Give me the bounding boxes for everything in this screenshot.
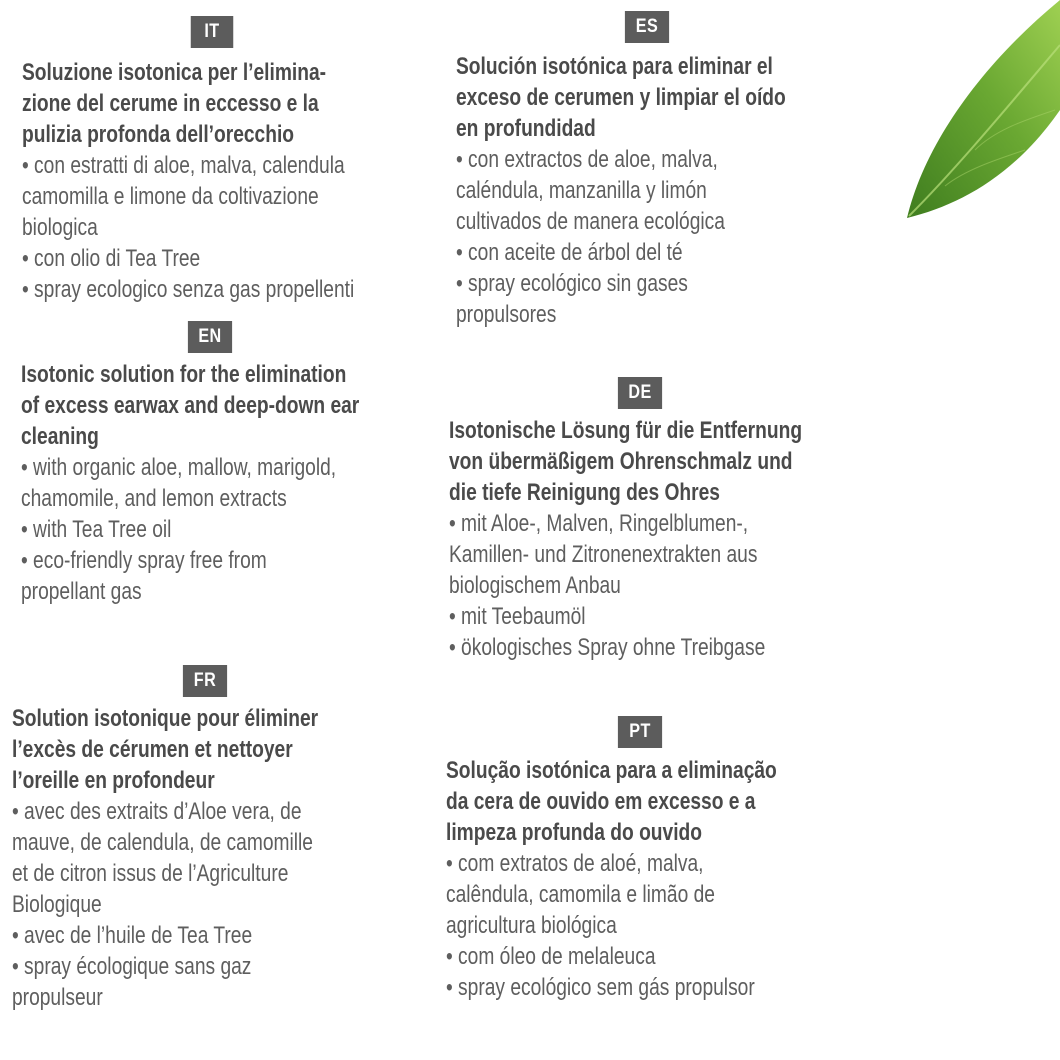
section-heading-pt: Solução isotónica para a eliminação da cera de ouvido em excesso e a limpeza profunda do ouvido bbox=[446, 757, 777, 846]
section-heading-fr: Solution isotonique pour éliminer l’excès de cérumen et nettoyer l’oreille en profondeur bbox=[12, 705, 319, 794]
bullet-item: • con extractos de aloe, malva, caléndula, manzanilla y limón cultivados de manera ecológica bbox=[456, 146, 725, 235]
bullet-item: • con estratti di aloe, malva, calendula camomilla e limone da coltivazione biologica bbox=[22, 152, 345, 241]
bullet-item: • eco-friendly spray free from propellant gas bbox=[21, 547, 267, 605]
bullet-item: • spray ecologico senza gas propellenti bbox=[22, 276, 355, 303]
section-heading-en: Isotonic solution for the elimination of excess earwax and deep-down ear cleaning bbox=[21, 361, 360, 450]
bullet-item: • spray écologique sans gaz propulseur bbox=[12, 953, 252, 1011]
section-heading-it: Soluzione isotonica per l’elimina- zione del cerume in eccesso e la pulizia profonda dell’orecchio bbox=[22, 59, 327, 148]
language-badge-en: EN bbox=[188, 321, 232, 353]
bullet-item: • com óleo de melaleuca bbox=[446, 943, 656, 970]
bullet-item: • spray ecológico sem gás propulsor bbox=[446, 974, 755, 1001]
bullet-item: • ökologisches Spray ohne Treibgase bbox=[449, 634, 766, 661]
language-badge-pt: PT bbox=[618, 716, 662, 748]
bullet-item: • mit Teebaumöl bbox=[449, 603, 586, 630]
bullet-item: • con olio di Tea Tree bbox=[22, 245, 201, 272]
bullet-item: • with Tea Tree oil bbox=[21, 516, 172, 543]
bullet-item: • com extratos de aloé, malva, calêndula, camomila e limão de agricultura biológica bbox=[446, 850, 715, 939]
language-badge-de: DE bbox=[618, 377, 662, 409]
language-badge-it: IT bbox=[191, 16, 234, 48]
bullet-item: • avec de l’huile de Tea Tree bbox=[12, 922, 253, 949]
language-badge-fr: FR bbox=[183, 665, 227, 697]
bullet-item: • spray ecológico sin gases propulsores bbox=[456, 270, 688, 328]
section-heading-de: Isotonische Lösung für die Entfernung von übermäßigem Ohrenschmalz und die tiefe Reinigung des Ohres bbox=[449, 417, 803, 506]
leaf-icon bbox=[905, 0, 1060, 222]
bullet-item: • mit Aloe-, Malven, Ringelblumen-, Kamillen- und Zitronenextrakten aus biologischem Anbau bbox=[449, 510, 758, 599]
language-badge-es: ES bbox=[625, 11, 669, 43]
section-heading-es: Solución isotónica para eliminar el exceso de cerumen y limpiar el oído en profundidad bbox=[456, 53, 786, 142]
bullet-item: • avec des extraits d’Aloe vera, de mauve, de calendula, de camomille et de citron issus de l’Agriculture Biologique bbox=[12, 798, 313, 918]
bullet-item: • con aceite de árbol del té bbox=[456, 239, 683, 266]
bullet-item: • with organic aloe, mallow, marigold, chamomile, and lemon extracts bbox=[21, 454, 337, 512]
